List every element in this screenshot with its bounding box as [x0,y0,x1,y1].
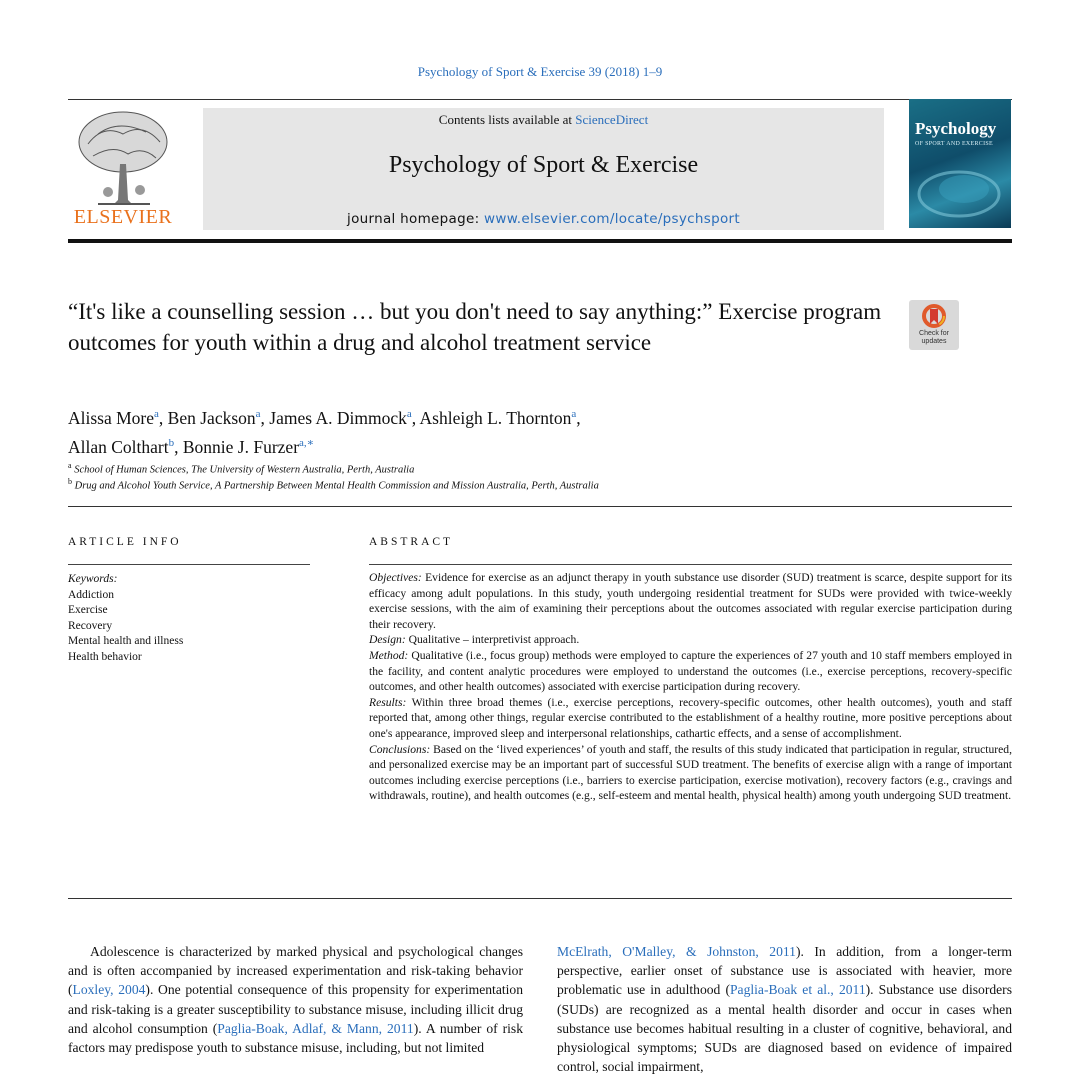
author-affiliation-mark[interactable]: a,∗ [299,436,315,449]
keyword-item: Health behavior [68,650,142,663]
body-text: ). A number of risk factors may predispose youth to substance misuse, including, but not limited [68,1020,524,1056]
affiliations-rule [68,506,1012,507]
article-info-rule [68,564,310,565]
keyword-item: Recovery [68,619,113,632]
homepage-prefix: journal homepage: [347,211,485,227]
abstract-rule [369,564,1012,565]
author-list: Alissa More$^a$, Ben Jackson$^a$, James A. Dimmock$^a$, Ashleigh L. Thornton$^a$, Allan Colthart$^b$, Bonnie J. Furzer$^{a,∗}$ [68,407,581,457]
keywords-block [68,572,183,665]
author-name[interactable]: Ashleigh L. Thornton [419,407,572,428]
abstract-section-label: Conclusions: [369,742,431,756]
body-text: ). One potential consequence of this propensity for experimentation and risk-taking is a greater susceptibility to substance misuse, including illicit drug and alcohol consumption ( [68,982,523,1036]
sciencedirect-link[interactable]: ScienceDirect [575,112,649,127]
article-info-heading: ARTICLE INFO [68,536,182,548]
body-column-left [68,942,523,1057]
keyword-item: Exercise [68,604,108,616]
abstract-method [369,648,1012,695]
abstract-section-text: Qualitative (i.e., focus group) methods were employed to capture the experiences of 27 youth and 10 staff members employed in the facility, and content analytic procedures were employed to understand the outcomes (i.e., exercise perceptions, recovery-specific outcomes, and other health outcomes) associated with exercise participation during recovery. [369,648,1012,694]
journal-cover [909,99,1011,228]
keyword-item: Mental health and illness [68,635,184,647]
abstract-section-text: Evidence for exercise as an adjunct therapy in youth substance use disorder (SUD) treatment is scarce, despite support for its efficacy among adult populations. In this study, youth undergoing residential treatment for SUDs were provided with twice-weekly exercise sessions, with the aim of examining their perceptions about the outcomes associated with regular exercise participation during their recovery. [369,571,1012,631]
homepage-line [203,211,884,227]
contents-line [203,112,884,128]
cover-art [909,154,1011,228]
affiliation-text: School of Human Sciences, The University of Western Australia, Perth, Australia [74,464,415,476]
crossmark-label: Check for updates [919,330,949,345]
abstract-design [369,632,1012,648]
header-rule [68,99,1012,100]
body-text: Adolescence is characterized by marked physical and psychological changes and is often accompanied by increased experimentation and risk-taking behavior ( [68,944,523,998]
citation-link[interactable]: Paglia-Boak et al., 2011 [729,982,866,998]
abstract-section-text: Qualitative – interpretivist approach. [408,633,580,647]
article-title: “It's like a counselling session … but you don't need to say anything:” Exercise program outcomes for youth within a drug and alcohol treatment service [68,299,882,355]
abstract-section-label: Results: [369,695,407,709]
body-paragraph [557,942,1012,1076]
contents-prefix: Contents lists available at [438,112,576,127]
abstract-results [369,695,1012,742]
affiliation-mark: b [68,477,72,486]
citation-link[interactable]: Paglia-Boak, Adlaf, & Mann, 2011 [217,1020,414,1036]
cover-subtitle: OF SPORT AND EXERCISE [915,141,994,147]
body-text: ). In addition, from a longer-term perspective, earlier onset of substance use is associated with heavier, more problematic use in adulthood ( [557,944,1012,998]
abstract-body [369,570,1012,804]
body-paragraph [68,942,523,1057]
citation-link[interactable]: Loxley, 2004 [72,982,146,998]
abstract-end-rule [68,898,1012,899]
abstract-section-label: Design: [369,633,406,647]
journal-name: Psychology of Sport & Exercise [388,152,699,178]
affiliation-mark: a [68,461,72,470]
author-affiliation-mark[interactable]: a [255,408,261,420]
affiliation-b [68,477,599,492]
abstract-section-label: Objectives: [369,571,422,584]
body-text: ). Substance use disorders (SUDs) are recognized as a mental health disorder and occur in cases when substance use becomes habitual resulting in a cluster of cognitive, behavioral, and physiological symptoms; SUDs are diagnosed based on evidence of impaired control, social impairment, [557,982,1012,1075]
homepage-link[interactable]: www.elsevier.com/locate/psychsport [484,211,740,227]
check-for-updates-badge[interactable] [909,300,959,350]
masthead-rule [68,239,1012,243]
keyword-item: Addiction [68,588,114,601]
author-affiliation-mark[interactable]: b [168,436,175,449]
author-affiliation-mark[interactable]: a [154,408,159,420]
author-affiliation-mark[interactable]: a [571,408,577,420]
author-name[interactable]: James A. Dimmock [269,407,407,428]
body-column-right [557,942,1012,1076]
author-name[interactable]: Ben Jackson [167,407,256,428]
author-name[interactable]: Alissa More [68,407,155,428]
keywords-label: Keywords: [68,573,118,585]
crossmark-icon [922,304,946,328]
citation-link[interactable]: McElrath, O'Malley, & Johnston, 2011 [557,944,796,959]
journal-masthead [203,108,884,230]
abstract-heading: ABSTRACT [369,536,454,548]
author-name[interactable]: Bonnie J. Furzer [182,436,300,457]
author-affiliation-mark[interactable]: a [406,408,412,420]
abstract-section-label: Method: [369,648,409,662]
abstract-section-text: Within three broad themes (i.e., exercise perceptions, recovery-specific outcomes, other health outcomes), youth and staff reported that, among other things, regular exercise contributed to the establishment of a healthy routine, more positive perceptions about one's appearance, improved sleep and interpersonal relationships, cathartic effects, and a sense of accomplishment. [369,695,1012,740]
abstract-section-text: Based on the ‘lived experiences’ of youth and staff, the results of this study indicated that participation in regular, structured, and personalized exercise may be an important part of successful SUD treatment. The benefits of exercise align with a range of important outcomes including exercise perceptions (i.e., barriers to exercise participation, exercise motivation), recovery factors (e.g., cravings and withdrawals, routine), and health outcomes (e.g., self-esteem and mental health, physical health) among youth undergoing SUD treatment. [369,742,1012,803]
affiliation-text: Drug and Alcohol Youth Service, A Partnership Between Mental Health Commission and Mission Australia, Perth, Australia [74,480,599,492]
abstract-conclusions [369,742,1012,804]
journal-citation[interactable]: Psychology of Sport & Exercise 39 (2018) 1–9 [417,64,663,79]
abstract-objectives [369,570,1012,632]
affiliation-a [68,461,414,476]
cover-title: Psychology [915,119,997,138]
elsevier-wordmark: ELSEVIER [73,206,173,228]
author-name[interactable]: Allan Colthart [68,436,169,457]
